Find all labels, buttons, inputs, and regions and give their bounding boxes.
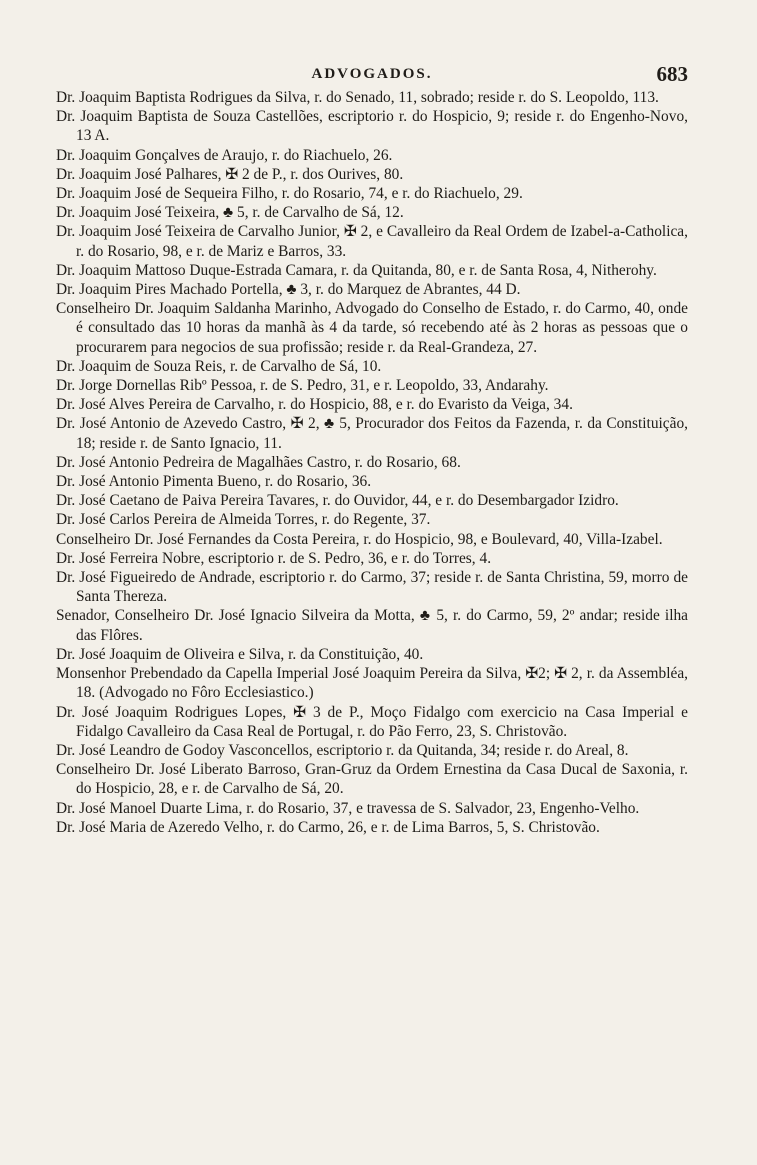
entry-18: Dr. José Carlos Pereira de Almeida Torres, r. do Regente, 37. [56,511,431,529]
entry-29: Dr. José Maria de Azeredo Velho, r. do Carmo, 26, e r. de Lima Barros, 5, S. Christovão. [56,818,600,836]
entry-7: Dr. Joaquim José Teixeira de Carvalho Junior, ✠ 2, e Cavalleiro da Real Ordem de Izabel-a-Catholica, r. do Rosario, 98, e r. de Mariz e Barros, 33. [56,223,688,260]
page-number: 683 [656,62,688,86]
entry-22: Senador, Conselheiro Dr. José Ignacio Silveira da Motta, ♣ 5, r. do Carmo, 59, 2º andar; reside ilha das Flôres. [56,607,688,644]
entry-27: Conselheiro Dr. José Liberato Barroso, Gran-Gruz da Ordem Ernestina da Casa Ducal de Saxonia, r. do Hospicio, 28, e r. de Carvalho de Sá, 20. [56,761,688,798]
entry-4: Dr. Joaquim José Palhares, ✠ 2 de P., r. dos Ourives, 80. [56,165,404,183]
entry-15: Dr. José Antonio Pedreira de Magalhães Castro, r. do Rosario, 68. [56,453,461,471]
running-title: ADVOGADOS. [311,66,433,82]
entry-24: Monsenhor Prebendado da Capella Imperial José Joaquim Pereira da Silva, ✠2; ✠ 2, r. da Assembléa, 18. (Advogado no Fôro Ecclesiastico.) [56,665,688,702]
entry-5: Dr. Joaquim José de Sequeira Filho, r. do Rosario, 74, e r. do Riachuelo, 29. [56,185,523,203]
entry-14: Dr. José Antonio de Azevedo Castro, ✠ 2, ♣ 5, Procurador dos Feitos da Fazenda, r. da Constituição, 18; reside r. de Santo Ignacio, 11. [56,415,688,452]
entry-9: Dr. Joaquim Pires Machado Portella, ♣ 3, r. do Marquez de Abrantes, 44 D. [56,281,521,299]
entry-26: Dr. José Leandro de Godoy Vasconcellos, escriptorio r. da Quitanda, 34; reside r. do Areal, 8. [56,741,629,759]
entry-17: Dr. José Caetano de Paiva Pereira Tavares, r. do Ouvidor, 44, e r. do Desembargador Izidro. [56,492,619,510]
entry-16: Dr. José Antonio Pimenta Bueno, r. do Rosario, 36. [56,473,372,491]
entry-1: Dr. Joaquim Baptista Rodrigues da Silva, r. do Senado, 11, sobrado; reside r. do S. Leopoldo, 113. [56,89,659,106]
entry-25: Dr. José Joaquim Rodrigues Lopes, ✠ 3 de P., Moço Fidalgo com exercicio na Casa Imperial e Fidalgo Cavalleiro da Casa Real de Portugal, r. do Pão Ferro, 23, S. Christovão. [56,703,688,740]
entry-10: Conselheiro Dr. Joaquim Saldanha Marinho, Advogado do Conselho de Estado, r. do Carmo, 40, onde é consultado das 10 horas da manhã às 4 da tarde, só recebendo até às 2 horas as pessoas que o procurarem para negocios de sua profissão; reside r. da Real-Grandeza, 27. [56,300,688,356]
running-head [56,62,688,90]
entry-12: Dr. Jorge Dornellas Ribº Pessoa, r. de S. Pedro, 31, e r. Leopoldo, 33, Andarahy. [56,377,549,395]
entry-13: Dr. José Alves Pereira de Carvalho, r. do Hospicio, 88, e r. do Evaristo da Veiga, 34. [56,396,573,414]
entry-21: Dr. José Figueiredo de Andrade, escriptorio r. do Carmo, 37; reside r. de Santa Christina, 59, morro de Santa Thereza. [56,569,688,606]
entry-6: Dr. Joaquim José Teixeira, ♣ 5, r. de Carvalho de Sá, 12. [56,204,404,222]
entry-8: Dr. Joaquim Mattoso Duque-Estrada Camara, r. da Quitanda, 80, e r. de Santa Rosa, 4, Nitherohy. [56,261,657,279]
entry-11: Dr. Joaquim de Souza Reis, r. de Carvalho de Sá, 10. [56,357,382,375]
entry-19: Conselheiro Dr. José Fernandes da Costa Pereira, r. do Hospicio, 98, e Boulevard, 40, Villa-Izabel. [56,530,663,548]
entry-23: Dr. José Joaquim de Oliveira e Silva, r. da Constituição, 40. [56,645,424,663]
directory-entries [56,88,688,837]
entry-20: Dr. José Ferreira Nobre, escriptorio r. de S. Pedro, 36, e r. do Torres, 4. [56,549,492,567]
entry-28: Dr. José Manoel Duarte Lima, r. do Rosario, 37, e travessa de S. Salvador, 23, Engenho-Velho. [56,799,640,817]
entry-2: Dr. Joaquim Baptista de Souza Castellões, escriptorio r. do Hospicio, 9; reside r. do Engenho-Novo, 13 A. [56,108,688,145]
entry-3: Dr. Joaquim Gonçalves de Araujo, r. do Riachuelo, 26. [56,146,393,164]
